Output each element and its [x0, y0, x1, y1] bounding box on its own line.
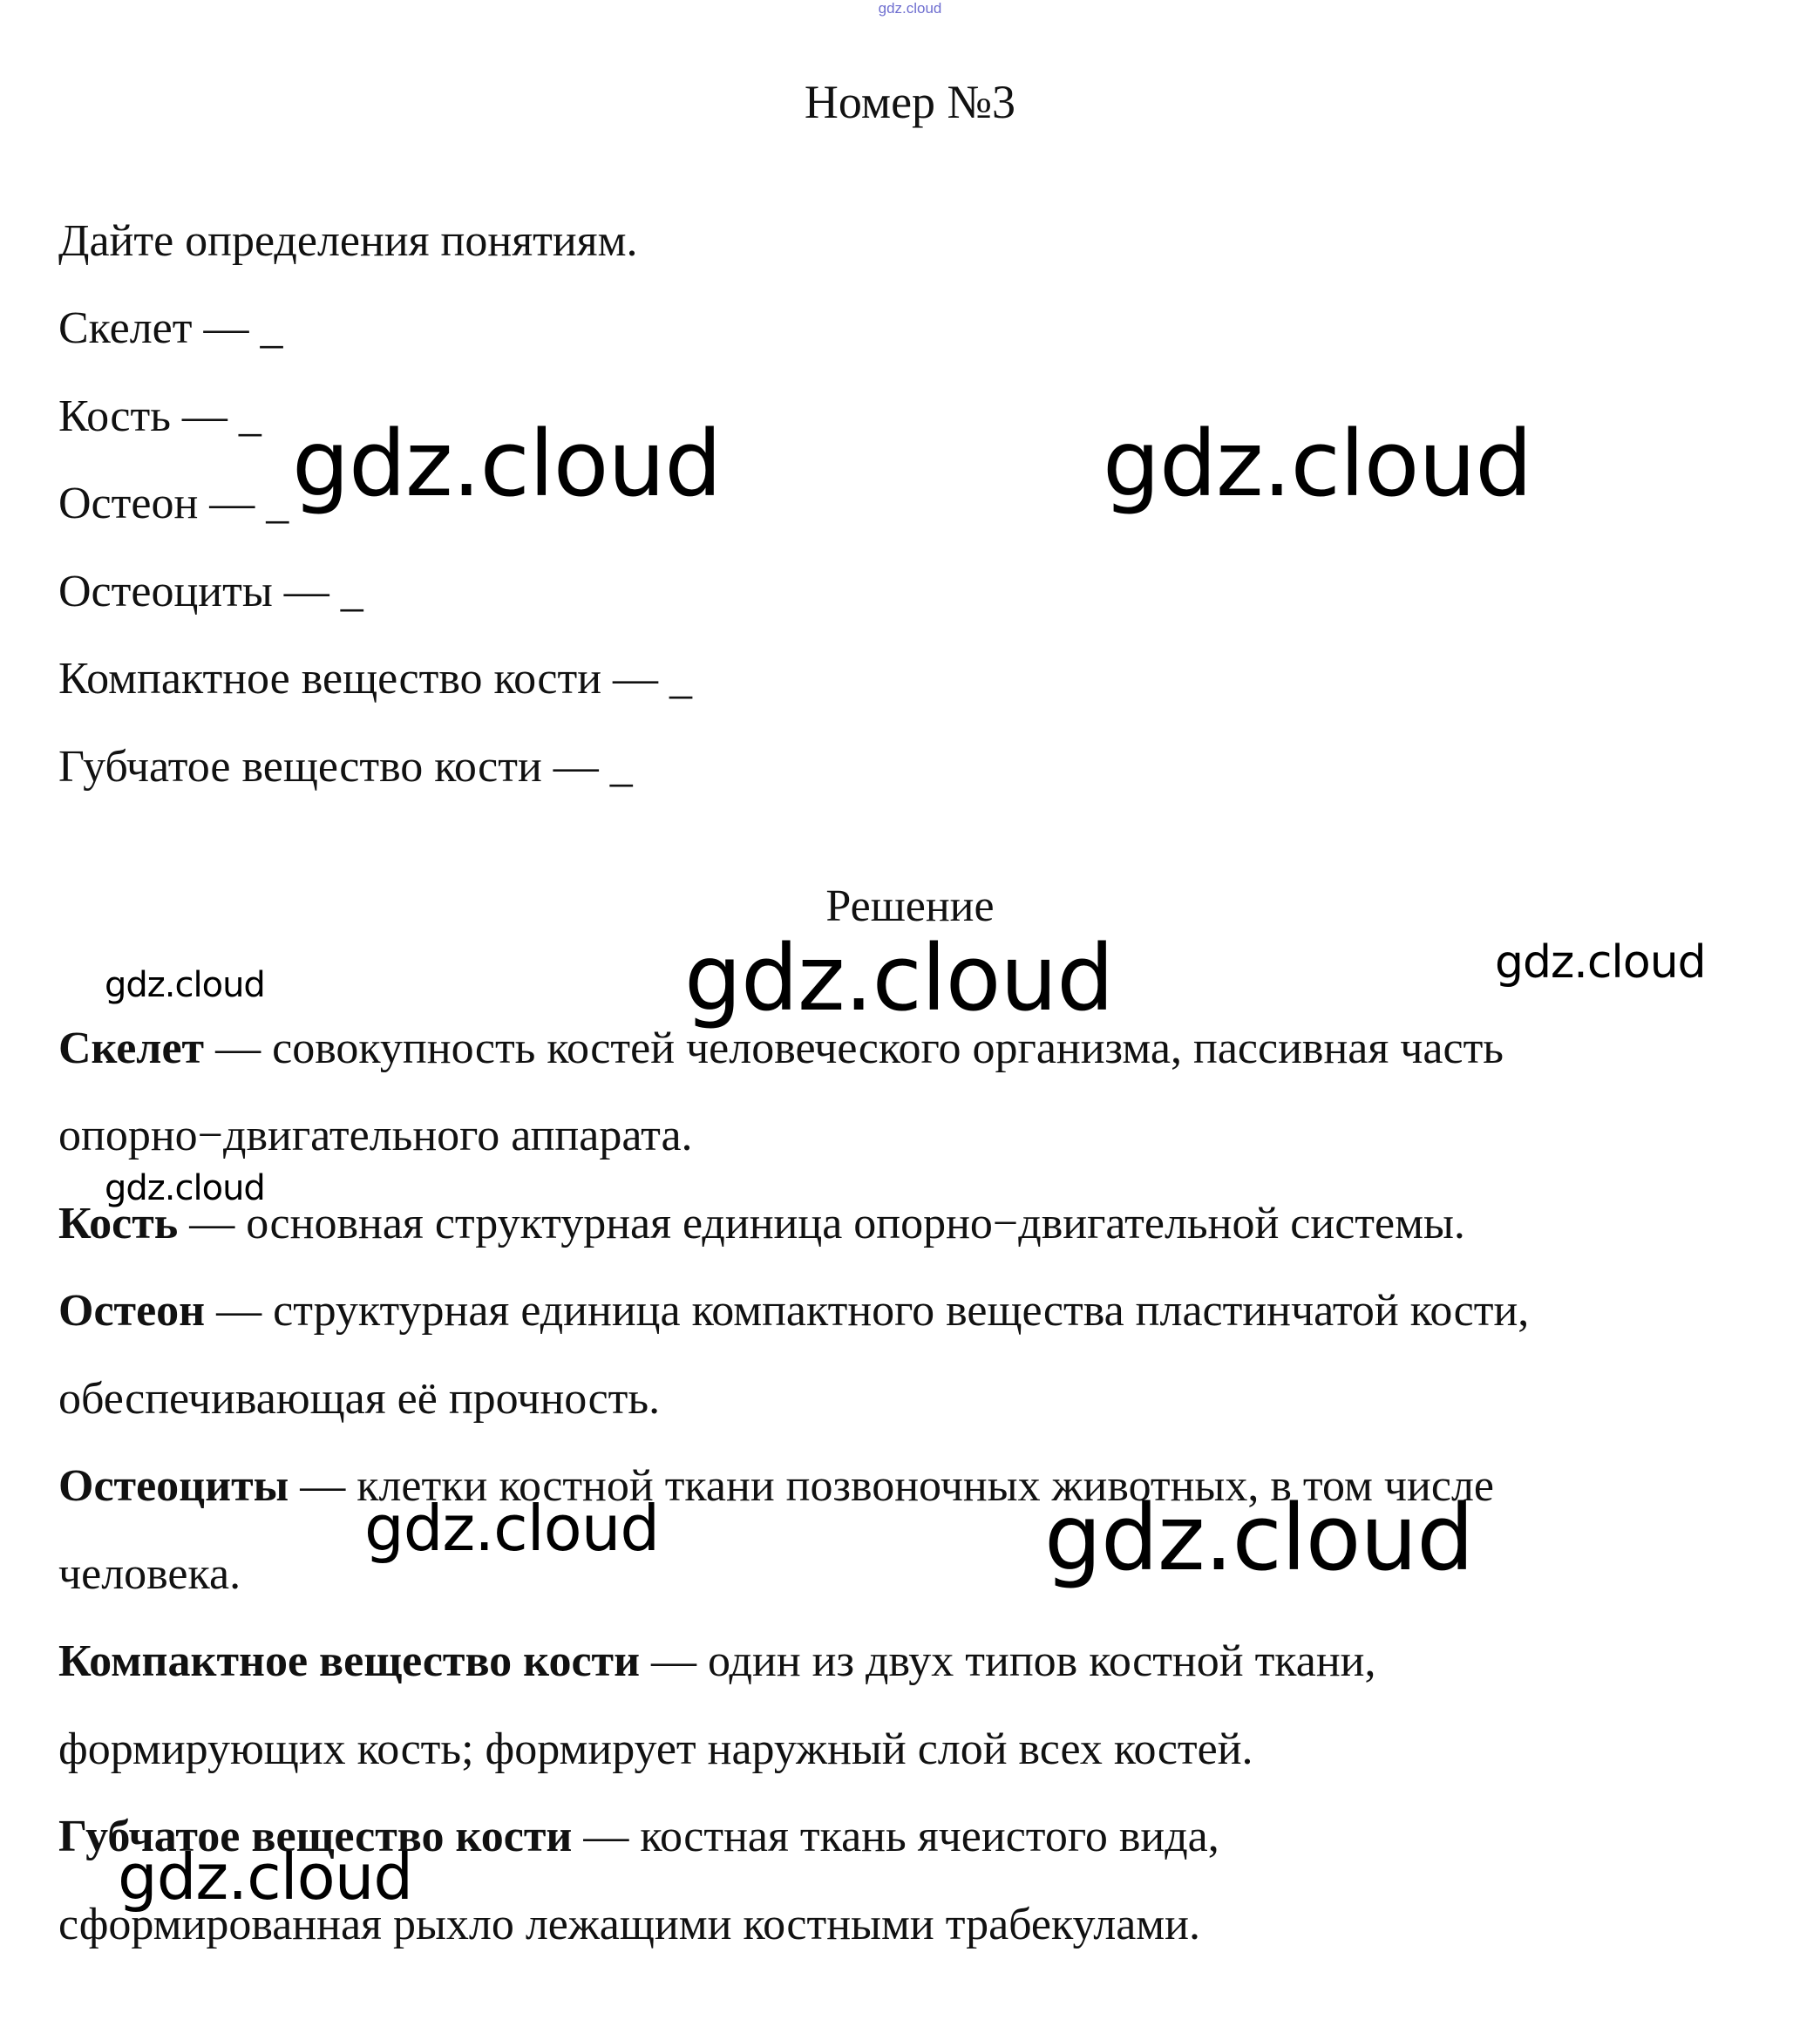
definition-bone — [58, 1194, 1465, 1255]
definition-text: — костная ткань ячеистого вида, — [572, 1812, 1219, 1861]
watermark: gdz.cloud — [1044, 1485, 1474, 1591]
definition-osteocytes-continued: человека. — [58, 1549, 241, 1599]
solution-heading: Решение — [825, 881, 995, 931]
watermark: gdz.cloud — [105, 1168, 265, 1208]
definition-text: — клетки костной ткани позвоночных животных, в том числе — [289, 1461, 1494, 1511]
top-watermark: gdz.cloud — [878, 0, 942, 17]
definition-term: Остеоциты — [58, 1461, 289, 1511]
watermark: gdz.cloud — [364, 1492, 660, 1565]
definition-text: — один из двух типов костной ткани, — [640, 1636, 1376, 1686]
task-item-osteocytes: Остеоциты — _ — [58, 567, 363, 616]
definition-term: Губчатое вещество кости — [58, 1812, 573, 1861]
definition-spongy-bone-continued: сформированная рыхло лежащими костными трабекулами. — [58, 1900, 1201, 1949]
watermark: gdz.cloud — [1495, 936, 1706, 989]
definition-term: Компактное вещество кости — [58, 1636, 641, 1686]
task-instruction: Дайте определения понятиям. — [58, 216, 638, 266]
watermark: gdz.cloud — [105, 965, 265, 1005]
task-item-bone: Кость — _ — [58, 391, 261, 441]
definition-term: Кость — [58, 1199, 179, 1248]
definition-compact-bone-continued: формирующих кость; формирует наружный слой всех костей. — [58, 1724, 1253, 1774]
definition-osteon — [58, 1281, 1529, 1342]
definition-text: — основная структурная единица опорно−двигательной системы. — [178, 1199, 1465, 1248]
task-item-skeleton: Скелет — _ — [58, 303, 283, 353]
task-item-spongy-bone: Губчатое вещество кости — _ — [58, 742, 633, 792]
watermark: gdz.cloud — [118, 1840, 413, 1914]
watermark: gdz.cloud — [1103, 411, 1532, 517]
definition-term: Остеон — [58, 1286, 206, 1336]
definition-osteon-continued: обеспечивающая её прочность. — [58, 1374, 661, 1424]
task-item-osteon: Остеон — _ — [58, 479, 289, 528]
definition-term: Скелет — [58, 1024, 205, 1073]
task-item-compact-bone: Компактное вещество кости — _ — [58, 654, 693, 704]
page-title: Номер №3 — [804, 76, 1016, 128]
watermark: gdz.cloud — [684, 925, 1114, 1031]
definition-text: — совокупность костей человеческого организма, пассивная часть — [204, 1024, 1504, 1073]
definition-skeleton-continued: опорно−двигательного аппарата. — [58, 1111, 693, 1160]
definition-text: — структурная единица компактного вещества пластинчатой кости, — [205, 1286, 1530, 1336]
watermark: gdz.cloud — [292, 411, 722, 517]
definition-compact-bone — [58, 1631, 1376, 1692]
